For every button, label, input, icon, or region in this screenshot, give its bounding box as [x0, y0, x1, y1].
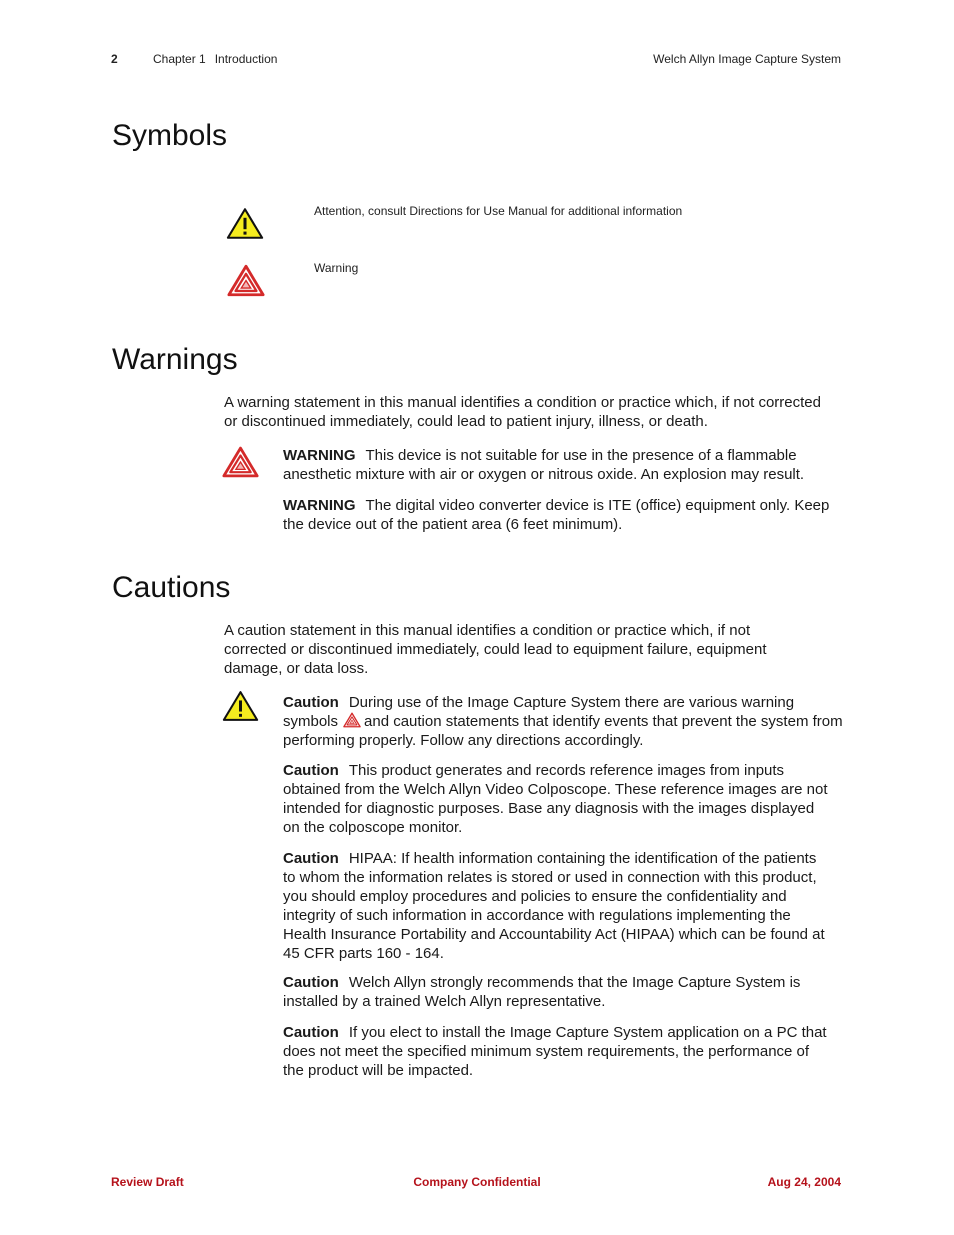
caution-label: Caution	[283, 974, 339, 991]
caution-label: Caution	[283, 850, 339, 867]
chapter-title: Introduction	[214, 52, 278, 66]
warning-text: The digital video converter device is ITE (office) equipment only. Keep the device out of the patient area (6 feet minimum).	[283, 497, 830, 533]
caution-text: During use of the Image Capture System there are various warning symbols	[283, 694, 795, 730]
caution-label: Caution	[283, 762, 339, 779]
symbols-heading: Symbols	[112, 119, 228, 152]
caution-text: This product generates and records reference images from inputs obtained from the Welch Allyn Video Colposcope. These reference images are not intended for diagnostic purposes. Base any diagnosis with the images displayed on the colposcope monitor.	[283, 762, 828, 836]
warning-text: This device is not suitable for use in the presence of a flammable anesthetic mixture with air or oxygen or nitrous oxide. An explosion may result.	[283, 447, 805, 483]
caution-statement	[283, 1023, 828, 1080]
footer-date: Aug 24, 2004	[767, 1175, 841, 1189]
running-chapter	[153, 52, 277, 66]
symbol-description: Attention, consult Directions for Use Manual for additional information	[314, 204, 683, 218]
warning-statement	[283, 446, 843, 484]
caution-label: Caution	[283, 1024, 339, 1041]
symbol-description: Warning	[314, 261, 359, 275]
chapter-label: Chapter 1	[153, 52, 206, 66]
caution-text: Welch Allyn strongly recommends that the Image Capture System is installed by a trained Welch Allyn representative.	[283, 974, 801, 1010]
footer-draft-status: Review Draft	[111, 1175, 184, 1189]
warnings-intro: A warning statement in this manual identifies a condition or practice which, if not corrected or discontinued immediately, could lead to patient injury, illness, or death.	[224, 394, 821, 430]
warning-triangle-icon	[222, 446, 259, 478]
caution-text: and caution statements that identify events that prevent the system from performing properly. Follow any directions accordingly.	[283, 713, 843, 749]
caution-statement	[283, 973, 838, 1011]
warning-triangle-icon	[343, 712, 361, 728]
warning-triangle-icon	[227, 264, 265, 297]
caution-text: HIPAA: If health information containing the identification of the patients to whom the information relates is stored or used in connection with this product, you should employ procedures and policies to ensure the confidentiality and integrity of such information in accordance with regulations implementing the Health Insurance Portability and Accountability Act (HIPAA) which can be found at 45 CFR parts 160 - 164.	[283, 850, 825, 962]
page-number: 2	[111, 52, 118, 66]
footer-confidentiality: Company Confidential	[413, 1175, 541, 1189]
caution-triangle-icon	[226, 207, 264, 240]
caution-statement	[283, 693, 843, 750]
warning-statement	[283, 496, 843, 534]
warnings-heading: Warnings	[112, 343, 238, 376]
caution-triangle-icon	[222, 690, 259, 722]
document-title: Welch Allyn Image Capture System	[653, 52, 841, 66]
caution-statement	[283, 761, 828, 837]
warning-label: WARNING	[283, 447, 356, 464]
warning-label: WARNING	[283, 497, 356, 514]
cautions-heading: Cautions	[112, 571, 231, 604]
cautions-intro: A caution statement in this manual identifies a condition or practice which, if not corrected or discontinued immediately, could lead to equipment failure, equipment damage, or data loss.	[224, 622, 767, 677]
caution-statement	[283, 849, 828, 963]
caution-label: Caution	[283, 694, 339, 711]
caution-text: If you elect to install the Image Capture System application on a PC that does not meet the specified minimum system requirements, the performance of the product will be impacted.	[283, 1024, 827, 1079]
